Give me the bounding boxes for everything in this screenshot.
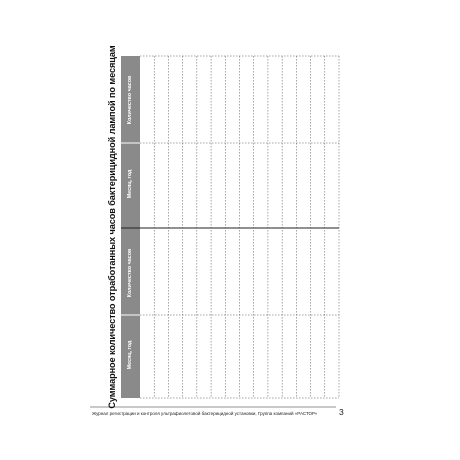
page-title: Суммарное количество отработанных часов бактерицидной лампой по месяцам bbox=[107, 45, 117, 409]
header-month-year-2: Месяц, год bbox=[127, 169, 133, 199]
header-hours-count-1: Количество часов bbox=[127, 248, 133, 298]
page-number: 3 bbox=[339, 407, 344, 417]
footer-caption: Журнал регистрации и контроля ультрафиолетовой бактерицидной установки, Группа компаний «РАСТОР» bbox=[92, 411, 318, 416]
header-hours-count-2: Количество часов bbox=[127, 75, 133, 125]
header-month-year-1: Месяц, год bbox=[127, 340, 133, 370]
